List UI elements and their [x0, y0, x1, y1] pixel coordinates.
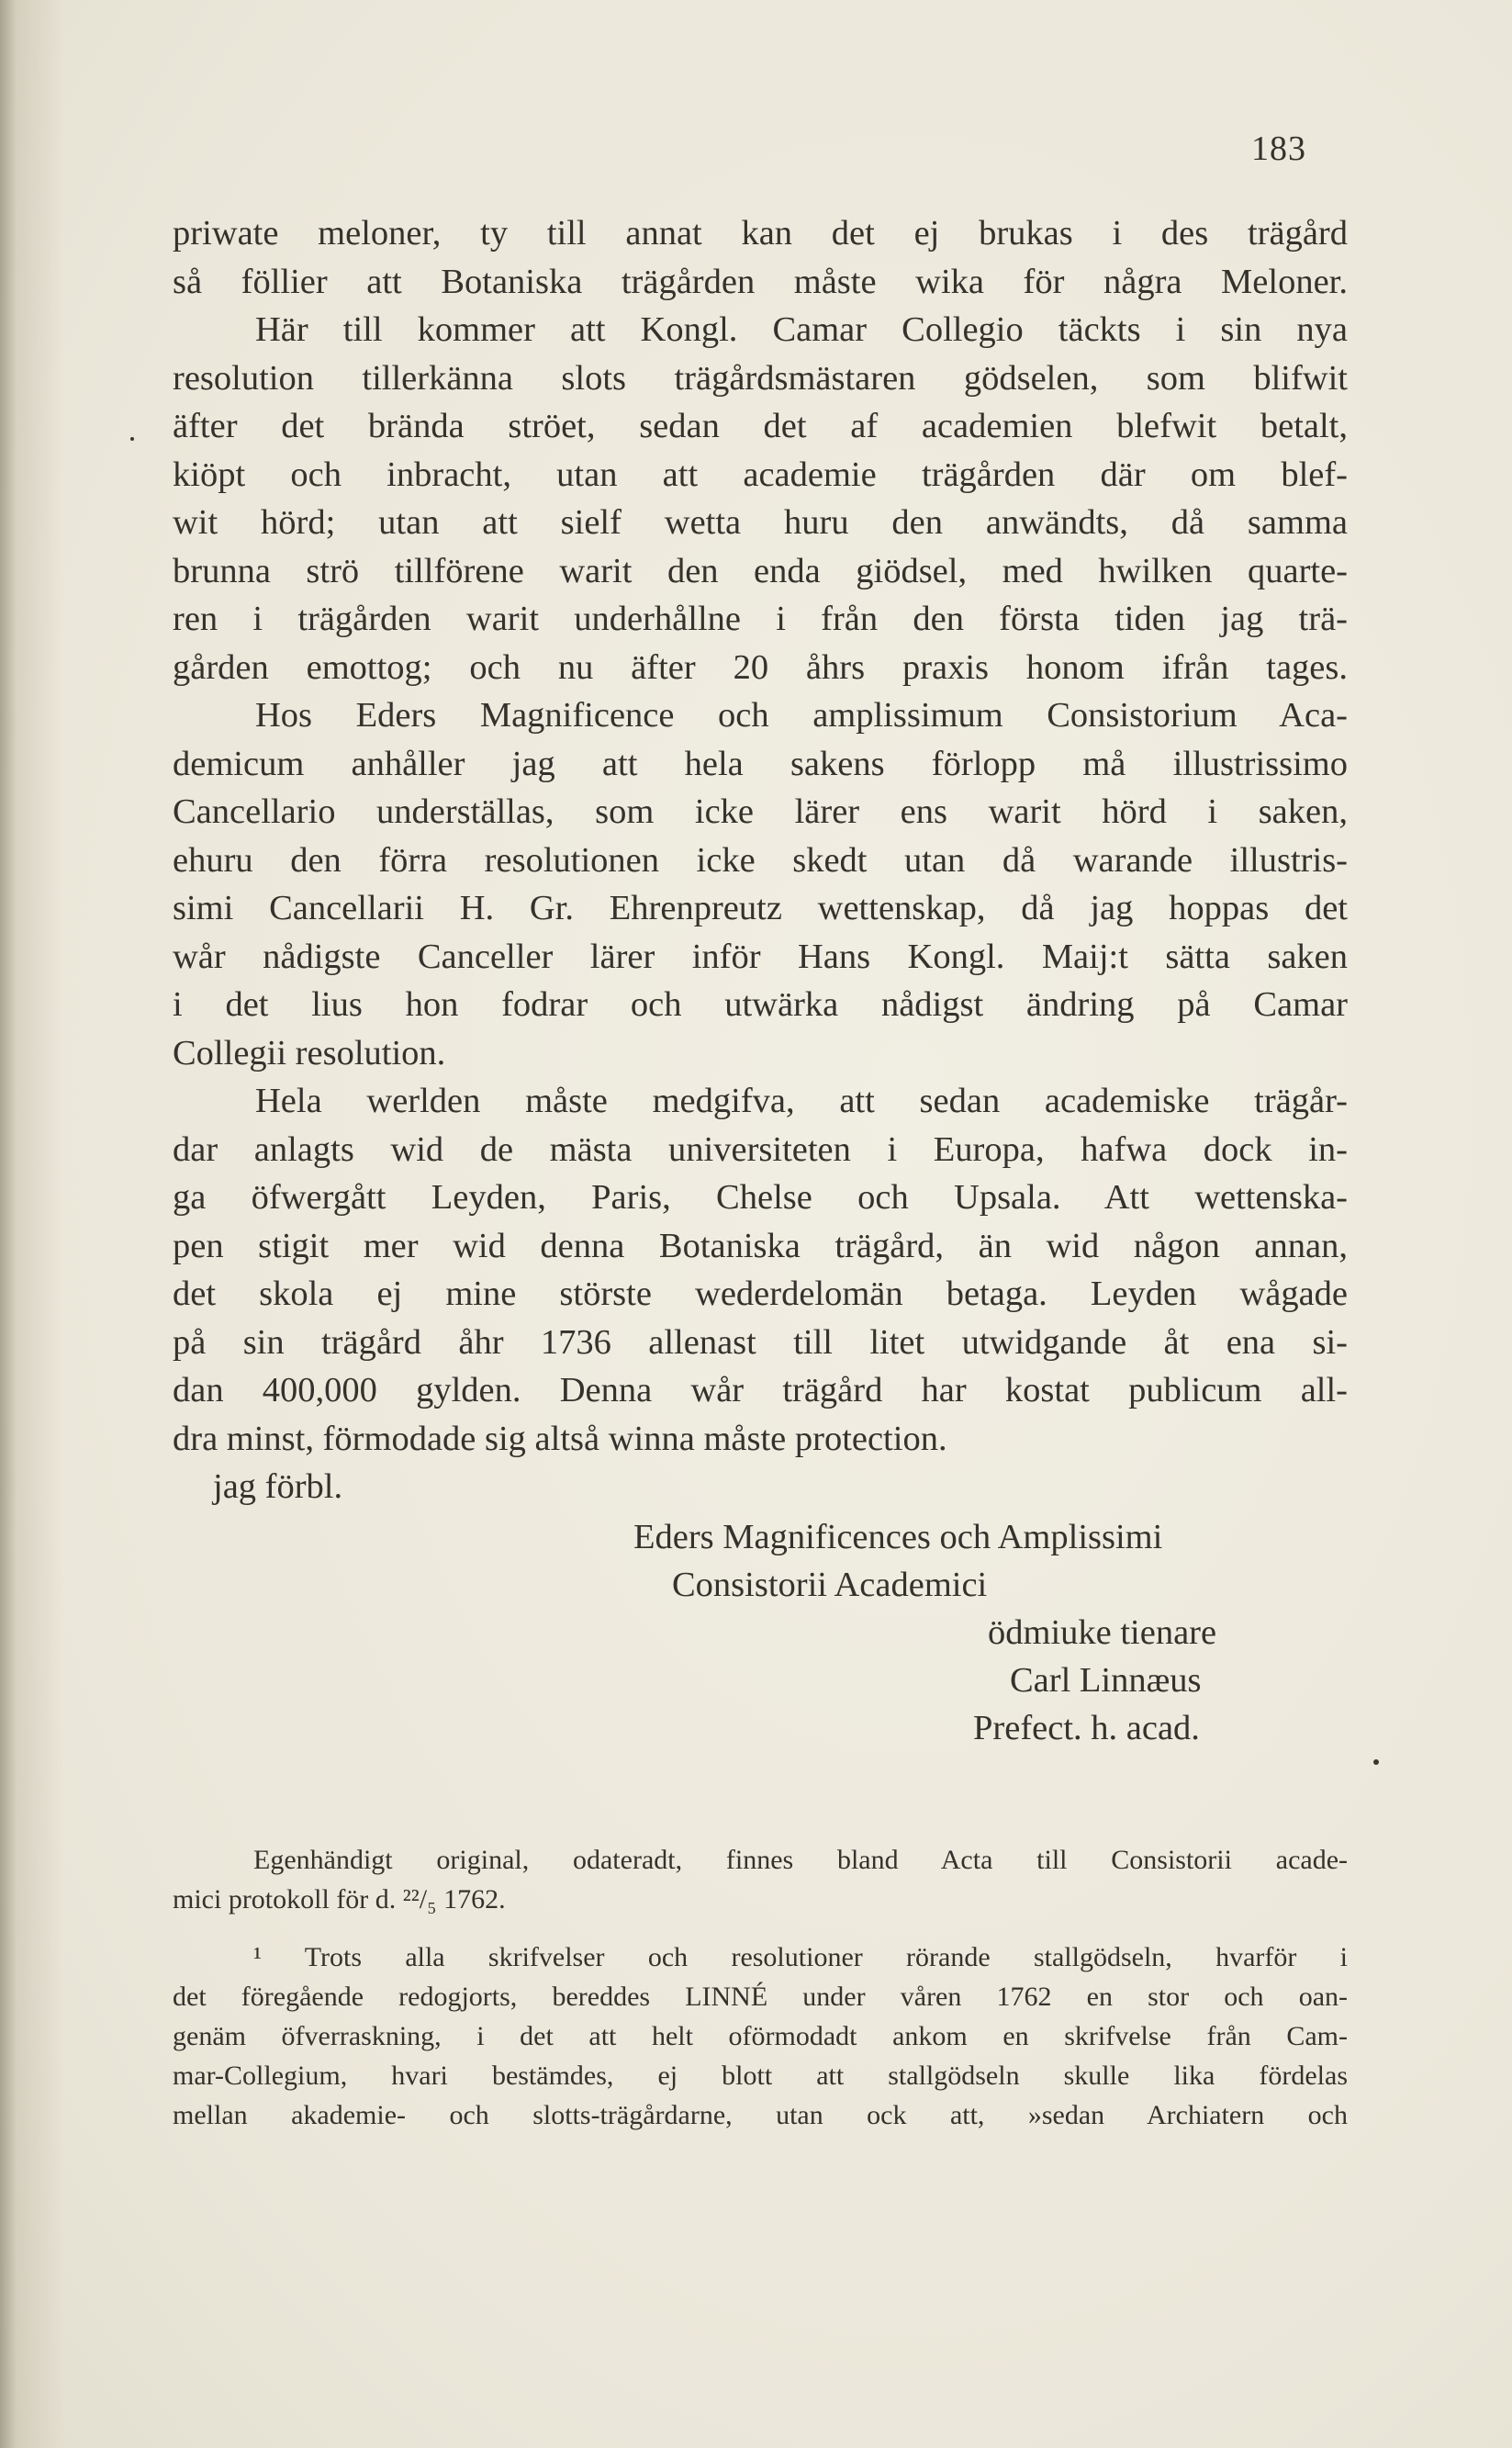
text-line: på sin trägård åhr 1736 allenast till litet utwidgande åt ena si- [173, 1322, 1348, 1362]
footnote-line: genäm öfverraskning, i det att helt oförmodadt ankom en skrifvelse från Cam- [173, 2021, 1348, 2051]
text-line: gården emottog; och nu äfter 20 åhrs praxis honom ifrån tages. [173, 647, 1348, 687]
text-line: demicum anhåller jag att hela sakens förlopp må illustrissimo [173, 744, 1348, 783]
text-line: dar anlagts wid de mästa universiteten i Europa, hafwa dock in- [173, 1129, 1348, 1169]
text-line: Hela werlden måste medgifva, att sedan academiske trägår- [255, 1082, 1348, 1120]
text-line: wit hörd; utan att sielf wetta huru den anwändts, då samma [173, 503, 1348, 542]
text-line: ga öfwergått Leyden, Paris, Chelse och Upsala. Att wettenska- [173, 1178, 1348, 1217]
signature-addressee: Consistorii Academici [672, 1566, 988, 1604]
footnote-line: mellan akademie- och slotts-trägårdarne, utan ock att, »sedan Archiatern och [173, 2100, 1348, 2130]
text-line: så föllier att Botaniska trägården måste wika för några Meloner. [173, 262, 1348, 301]
text-line: Collegii resolution. [173, 1033, 446, 1072]
text-line: kiöpt och inbracht, utan att academie trägården där om blef- [173, 455, 1348, 494]
footnotes [173, 1840, 1348, 2135]
paper-speck [1373, 1759, 1379, 1765]
text-line: Här till kommer att Kongl. Camar Collegio täckts i sin nya [255, 310, 1348, 349]
paper-speck [130, 437, 134, 441]
text-line: brunna strö tillförene warit den enda giödsel, med hwilken quarte- [173, 551, 1348, 590]
signature-closing: ödmiuke tienare [988, 1613, 1217, 1652]
source-note-line: mici protokoll för d. ²²/₅ 1762. [173, 1884, 506, 1915]
footnote-spacer [173, 1919, 1348, 1937]
footnote-line: det föregående redogjorts, bereddes LINNÉ under våren 1762 en stor och oan- [173, 1982, 1348, 2012]
text-line: resolution tillerkänna slots trägårdsmästaren gödselen, som blifwit [173, 358, 1348, 398]
text-line: jag förbl. [213, 1467, 343, 1506]
text-line: wår nådigste Canceller lärer inför Hans Kongl. Maij:t sätta saken [173, 937, 1348, 976]
text-line: ehuru den förra resolutionen icke skedt utan då warande illustris- [173, 840, 1348, 880]
text-line: simi Cancellarii H. Gr. Ehrenpreutz wettenskap, då jag hoppas det [173, 889, 1348, 927]
text-line: Hos Eders Magnificence och amplissimum Consistorium Aca- [255, 696, 1348, 735]
text-line: äfter det brända ströet, sedan det af academien blefwit betalt, [173, 407, 1348, 445]
text-line: det skola ej mine störste wederdelomän betaga. Leyden wågade [173, 1275, 1348, 1313]
page-number: 183 [1251, 129, 1306, 168]
letter-body [173, 209, 1348, 1511]
text-line: Cancellario underställas, som icke lärer ens warit hörd i saken, [173, 792, 1348, 831]
text-line: dan 400,000 gylden. Denna wår trägård har kostat publicum all- [173, 1371, 1348, 1409]
text-line: priwate meloner, ty till annat kan det ej brukas i des trägård [173, 214, 1348, 253]
signature-salutation: Eders Magnificences och Amplissimi [633, 1518, 1163, 1556]
text-line: i det lius hon fodrar och utwärka nådigst ändring på Camar [173, 985, 1348, 1024]
signature-name: Carl Linnæus [1010, 1661, 1202, 1700]
footnote-line: ¹ Trots alla skrifvelser och resolutioner rörande stallgödseln, hvarför i [253, 1942, 1348, 1972]
source-note-line: Egenhändigt original, odateradt, finnes bland Acta till Consistorii acade- [253, 1845, 1348, 1875]
text-line: ren i trägården warit underhållne i från den första tiden jag trä- [173, 600, 1348, 638]
signature-title: Prefect. h. acad. [973, 1709, 1200, 1747]
text-line: pen stigit mer wid denna Botaniska trägård, än wid någon annan, [173, 1226, 1348, 1265]
text-line: dra minst, förmodade sig altså winna måste protection. [173, 1419, 947, 1458]
footnote-line: mar-Collegium, hvari bestämdes, ej blott att stallgödseln skulle lika fördelas [173, 2061, 1348, 2091]
